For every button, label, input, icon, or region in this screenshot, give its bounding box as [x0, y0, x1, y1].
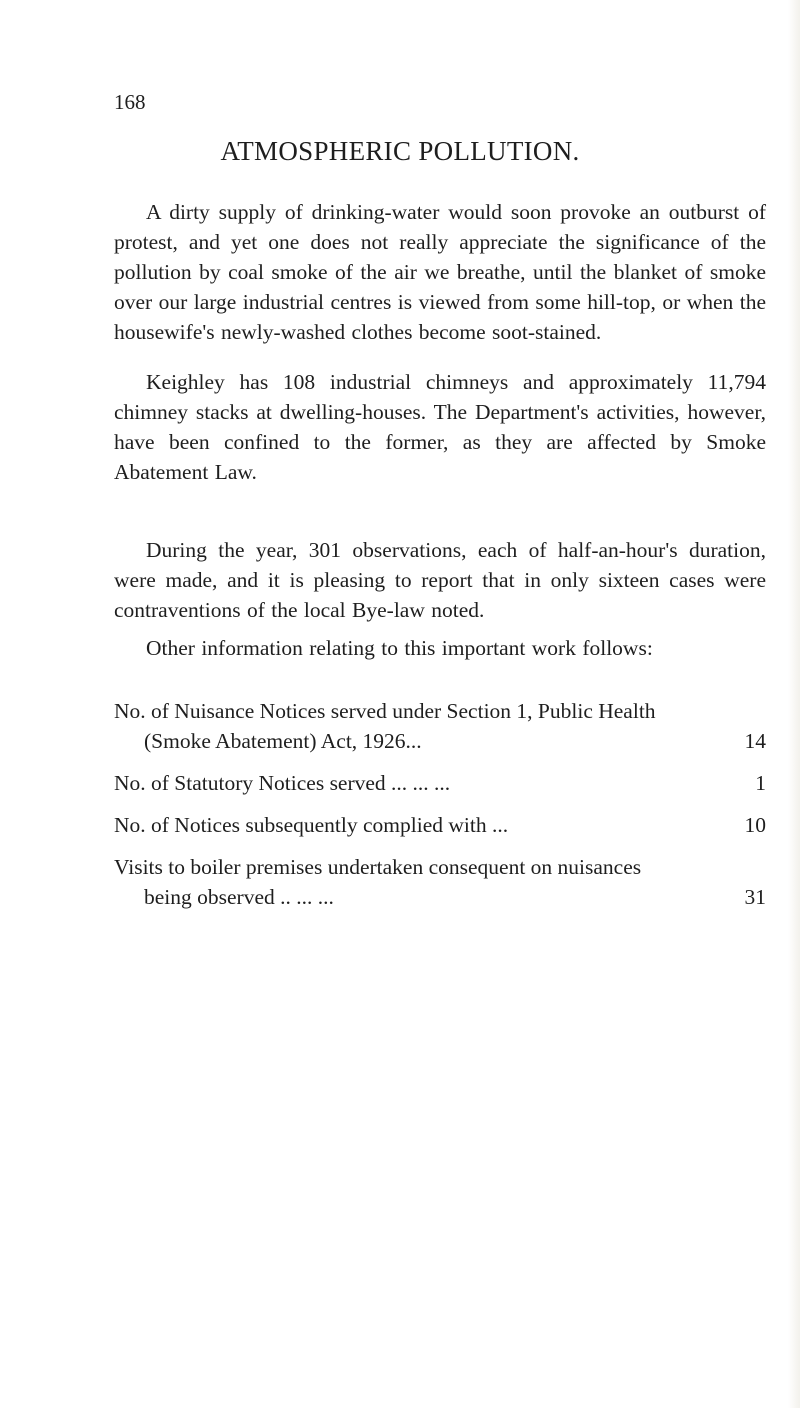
stat-label: No. of Statutory Notices served ... ... ...	[114, 771, 451, 795]
stat-row-notices-complied	[114, 810, 766, 840]
stat-value: 31	[744, 885, 766, 909]
paragraph-other-information: Other information relating to this important work follows:	[146, 636, 653, 660]
stat-row-nuisance-notices	[114, 696, 766, 756]
stat-label: No. of Notices subsequently complied with ...	[114, 813, 509, 837]
paragraph-smoke-significance: A dirty supply of drinking-water would soon provoke an outburst of protest, and yet one does not really appreciate the significance of the pollution by coal smoke of the air we breathe, until the blanket of smoke over our large industrial centres is viewed from some hill-top, or when the housewife's newly-washed clothes become soot-stained.	[114, 200, 766, 344]
stat-row-boiler-visits	[114, 852, 766, 912]
stat-label: Visits to boiler premises undertaken consequent on nuisances being observed .. ... ...	[114, 855, 642, 909]
stat-value: 10	[744, 813, 766, 837]
stat-value: 14	[744, 729, 766, 753]
paragraph-chimneys: Keighley has 108 industrial chimneys and approximately 11,794 chimney stacks at dwelling-houses. The Department's activities, however, have been confined to the former, as they are affected by Smoke Abatement Law.	[114, 370, 766, 484]
page-edge-shadow	[788, 0, 800, 1408]
statistics-list	[114, 696, 766, 924]
page-number: 168	[114, 90, 146, 114]
stat-value: 1	[755, 771, 766, 795]
stat-row-statutory-notices	[114, 768, 766, 798]
page-title: ATMOSPHERIC POLLUTION.	[220, 136, 580, 166]
stat-label: No. of Nuisance Notices served under Section 1, Public Health (Smoke Abatement) Act, 1926...	[114, 699, 656, 753]
paragraph-observations: During the year, 301 observations, each of half-an-hour's duration, were made, and it is pleasing to report that in only sixteen cases were contraventions of the local Bye-law noted.	[114, 538, 766, 622]
